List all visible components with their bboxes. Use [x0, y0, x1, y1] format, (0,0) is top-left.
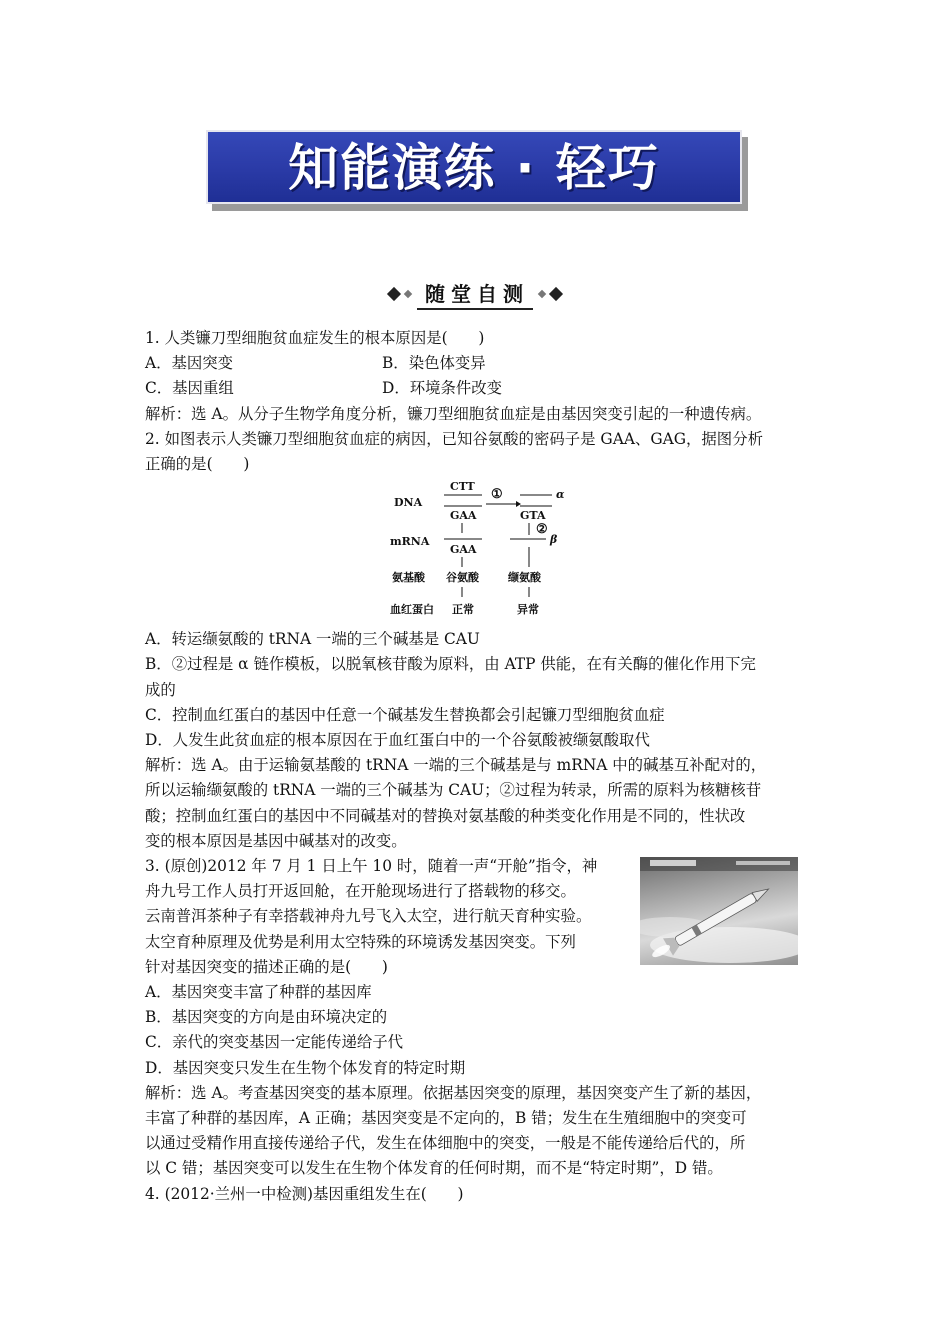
q3-option-b: B．基因突变的方向是由环境决定的	[145, 1008, 388, 1027]
q1-option-d: D．环境条件改变	[382, 379, 503, 398]
question-content	[145, 326, 805, 1207]
diagram-val: 缬氨酸	[508, 571, 541, 585]
q2-option-a: A．转运缬氨酸的 tRNA 一端的三个碱基是 CAU	[145, 630, 480, 649]
q2-stem-line: 2. 如图表示人类镰刀型细胞贫血症的病因，已知谷氨酸的密码子是 GAA、GAG，据图分析	[145, 429, 763, 448]
q1-analysis: 解析：选 A。从分子生物学角度分析，镰刀型细胞贫血症是由基因突变引起的一种遗传病。	[145, 404, 762, 423]
q3-option-c: C．亲代的突变基因一定能传递给子代	[145, 1033, 404, 1052]
q3-stem-line: 云南普洱茶种子有幸搭载神舟九号飞入太空，进行航天育种实验。	[145, 907, 592, 926]
diamond-small-icon	[538, 290, 546, 298]
q3-analysis-line: 解析：选 A。考查基因突变的基本原理。依据基因突变的原理，基因突变产生了新的基因，	[145, 1083, 762, 1102]
q3-stem-line: 3. (原创)2012 年 7 月 1 日上午 10 时，随着一声“开舱”指令，神	[145, 857, 598, 876]
q3-stem-line: 舟九号工作人员打开返回舱，在开舱现场进行了搭载物的移交。	[145, 882, 576, 901]
q3-analysis-line: 以 C 错；基因突变可以发生在生物个体发育的任何时期，而不是“特定时期”，D 错。	[145, 1159, 723, 1178]
q1-stem: 1. 人类镰刀型细胞贫血症发生的根本原因是( )	[145, 329, 485, 347]
q2-stem-line: 正确的是( )	[145, 455, 250, 474]
rocket-image	[640, 857, 798, 965]
q2-analysis-line: 酸；控制血红蛋白的基因中不同碱基对的替换对氨基酸的种类变化作用是不同的，性状改	[145, 806, 746, 825]
rocket-photo	[640, 857, 798, 965]
q1-option-a: A．基因突变	[145, 354, 234, 373]
diagram-hemoglobin-label: 血红蛋白	[390, 603, 434, 617]
diamond-icon	[387, 287, 401, 301]
photo-caption-mark	[736, 861, 790, 865]
section-heading	[370, 280, 580, 308]
q2-analysis-line: 变的根本原因是基因中碱基对的改变。	[145, 831, 407, 850]
q3-option-a: A．基因突变丰富了种群的基因库	[145, 983, 372, 1002]
diagram-amino-acid-label: 氨基酸	[392, 571, 425, 585]
diagram-gaa-dna: GAA	[450, 509, 477, 523]
diagram-glu: 谷氨酸	[446, 571, 479, 585]
title-banner	[206, 130, 742, 204]
q1-option-row	[145, 376, 805, 401]
diagram-abnormal: 异常	[517, 603, 539, 617]
q2-option-b-cont: 成的	[145, 680, 176, 699]
sickle-cell-diagram	[390, 477, 570, 627]
q3-stem-line: 太空育种原理及优势是利用太空特殊的环境诱发基因突变。下列	[145, 932, 576, 951]
diagram-alpha: α	[556, 488, 565, 502]
q3-stem-line: 针对基因突变的描述正确的是( )	[145, 957, 388, 976]
diagram-dna-label: DNA	[394, 496, 423, 510]
diagram-beta: β	[550, 533, 558, 547]
diagram-mrna-label: mRNA	[390, 535, 430, 549]
q3-block	[145, 854, 805, 980]
q2-analysis-line: 所以运输缬氨酸的 tRNA 一端的三个碱基为 CAU；②过程为转录，所需的原料为核糖核苷	[145, 781, 762, 800]
diagram-step-1: ①	[491, 487, 503, 503]
section-title: 随堂自测	[417, 278, 533, 310]
q3-analysis-line: 以通过受精作用直接传递给子代，发生在体细胞中的突变，一般是不能传递给后代的，所	[145, 1134, 746, 1153]
diagram-gaa-mrna: GAA	[450, 543, 477, 557]
banner-title: 知能演练 · 轻巧	[288, 139, 660, 197]
q3-analysis-line: 丰富了种群的基因库，A 正确；基因突变是不定向的，B 错；发生在生殖细胞中的突变可	[145, 1109, 747, 1128]
q1-option-b: B．染色体变异	[382, 354, 486, 373]
diagram-step-2: ②	[536, 522, 548, 538]
q4-stem: 4. (2012·兰州一中检测)基因重组发生在( )	[145, 1184, 464, 1203]
photo-caption-mark	[650, 860, 696, 866]
diagram-gta: GTA	[520, 509, 546, 523]
diagram-normal: 正常	[452, 603, 474, 617]
q1-option-row	[145, 351, 805, 376]
diamond-icon	[549, 287, 563, 301]
q1-option-c: C．基因重组	[145, 379, 234, 398]
q3-option-d: D．基因突变只发生在生物个体发育的特定时期	[145, 1058, 466, 1077]
q2-option-c: C．控制血红蛋白的基因中任意一个碱基发生替换都会引起镰刀型细胞贫血症	[145, 705, 665, 724]
q2-option-d: D．人发生此贫血症的根本原因在于血红蛋白中的一个谷氨酸被缬氨酸取代	[145, 731, 650, 750]
diamond-small-icon	[404, 290, 412, 298]
diagram-ctt: CTT	[450, 480, 475, 494]
q2-analysis-line: 解析：选 A。由于运输氨基酸的 tRNA 一端的三个碱基是与 mRNA 中的碱基互补配对的，	[145, 756, 767, 775]
q2-option-b: B．②过程是 α 链作模板，以脱氧核苷酸为原料，由 ATP 供能，在有关酶的催化作用下完	[145, 655, 756, 674]
